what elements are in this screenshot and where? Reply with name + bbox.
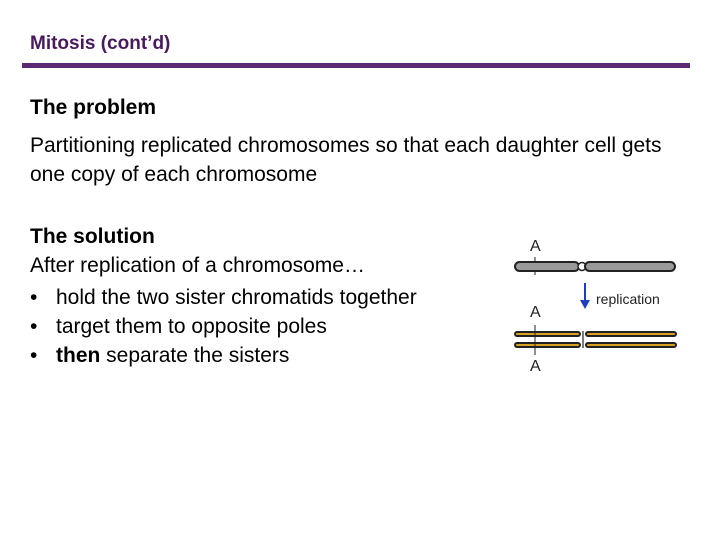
replication-arrow-head-icon <box>580 300 590 309</box>
bullet-marker: • <box>30 344 38 367</box>
solution-heading: The solution <box>30 225 155 248</box>
problem-heading: The problem <box>30 96 157 119</box>
bullet-item <box>30 312 417 341</box>
slide-title: Mitosis (cont’d) <box>30 33 171 54</box>
bullet-text: hold the two sister chromatids together <box>56 286 417 309</box>
bullet-item <box>30 341 417 370</box>
replication-label: replication <box>596 291 660 307</box>
chromosome-arm-left <box>515 262 579 271</box>
bullet-text: target them to opposite poles <box>56 315 327 338</box>
locus-label-sister-2: A <box>530 358 541 375</box>
chromosome-arm-right <box>585 262 675 271</box>
bullet-item <box>30 283 417 312</box>
bullet-marker: • <box>30 286 38 309</box>
title-rule <box>22 63 690 68</box>
solution-intro: After replication of a chromosome… <box>30 254 365 277</box>
bullet-marker: • <box>30 315 38 338</box>
bullet-text: separate the sisters <box>100 344 290 367</box>
bullet-bold-text: then <box>56 344 101 367</box>
chromosome-replication-diagram <box>500 225 700 385</box>
locus-label-sister-1: A <box>530 304 541 321</box>
problem-text: Partitioning replicated chromosomes so that each daughter cell gets one copy of each chromosome <box>30 134 662 186</box>
solution-bullets <box>30 283 417 370</box>
locus-label-top: A <box>530 238 541 255</box>
